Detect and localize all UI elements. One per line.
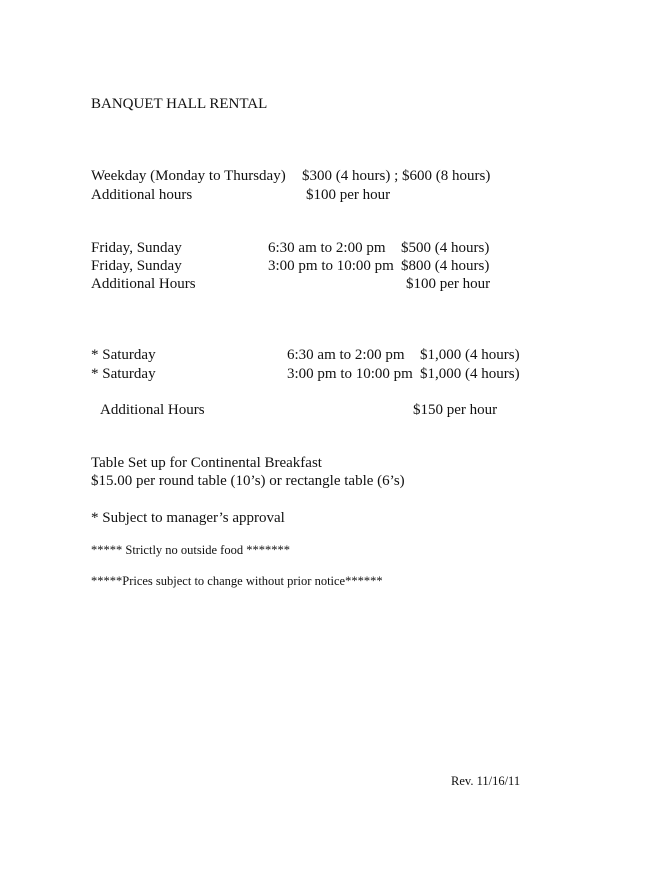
friday-sunday-row2-rate: $800 (4 hours) <box>401 258 490 274</box>
approval-note: * Subject to manager’s approval <box>91 510 285 526</box>
weekday-rates: $300 (4 hours) ; $600 (8 hours) <box>302 168 491 184</box>
saturday-row1-rate: $1,000 (4 hours) <box>420 347 520 363</box>
friday-sunday-row1-rate: $500 (4 hours) <box>401 240 490 256</box>
friday-sunday-row1-time: 6:30 am to 2:00 pm <box>268 240 386 256</box>
saturday-row2-time: 3:00 pm to 10:00 pm <box>287 366 413 382</box>
page-title: BANQUET HALL RENTAL <box>91 96 268 112</box>
saturday-additional-label: Additional Hours <box>100 402 205 418</box>
weekday-label: Weekday (Monday to Thursday) <box>91 168 286 184</box>
friday-sunday-row2-label: Friday, Sunday <box>91 258 182 274</box>
saturday-row2-rate: $1,000 (4 hours) <box>420 366 520 382</box>
saturday-row1-label: * Saturday <box>91 347 156 363</box>
no-outside-food-note: ***** Strictly no outside food ******* <box>91 543 290 557</box>
breakfast-price: $15.00 per round table (10’s) or rectangle table (6’s) <box>91 473 405 489</box>
weekday-additional-label: Additional hours <box>91 187 193 203</box>
saturday-additional-rate: $150 per hour <box>413 402 498 418</box>
friday-sunday-additional-rate: $100 per hour <box>406 276 491 292</box>
friday-sunday-row2-time: 3:00 pm to 10:00 pm <box>268 258 394 274</box>
saturday-row2-label: * Saturday <box>91 366 156 382</box>
friday-sunday-row1-label: Friday, Sunday <box>91 240 182 256</box>
friday-sunday-additional-label: Additional Hours <box>91 276 196 292</box>
saturday-row1-time: 6:30 am to 2:00 pm <box>287 347 405 363</box>
breakfast-heading: Table Set up for Continental Breakfast <box>91 455 322 471</box>
price-change-note: *****Prices subject to change without prior notice****** <box>91 574 383 588</box>
revision-date: Rev. 11/16/11 <box>451 774 521 788</box>
weekday-additional-rate: $100 per hour <box>306 187 391 203</box>
